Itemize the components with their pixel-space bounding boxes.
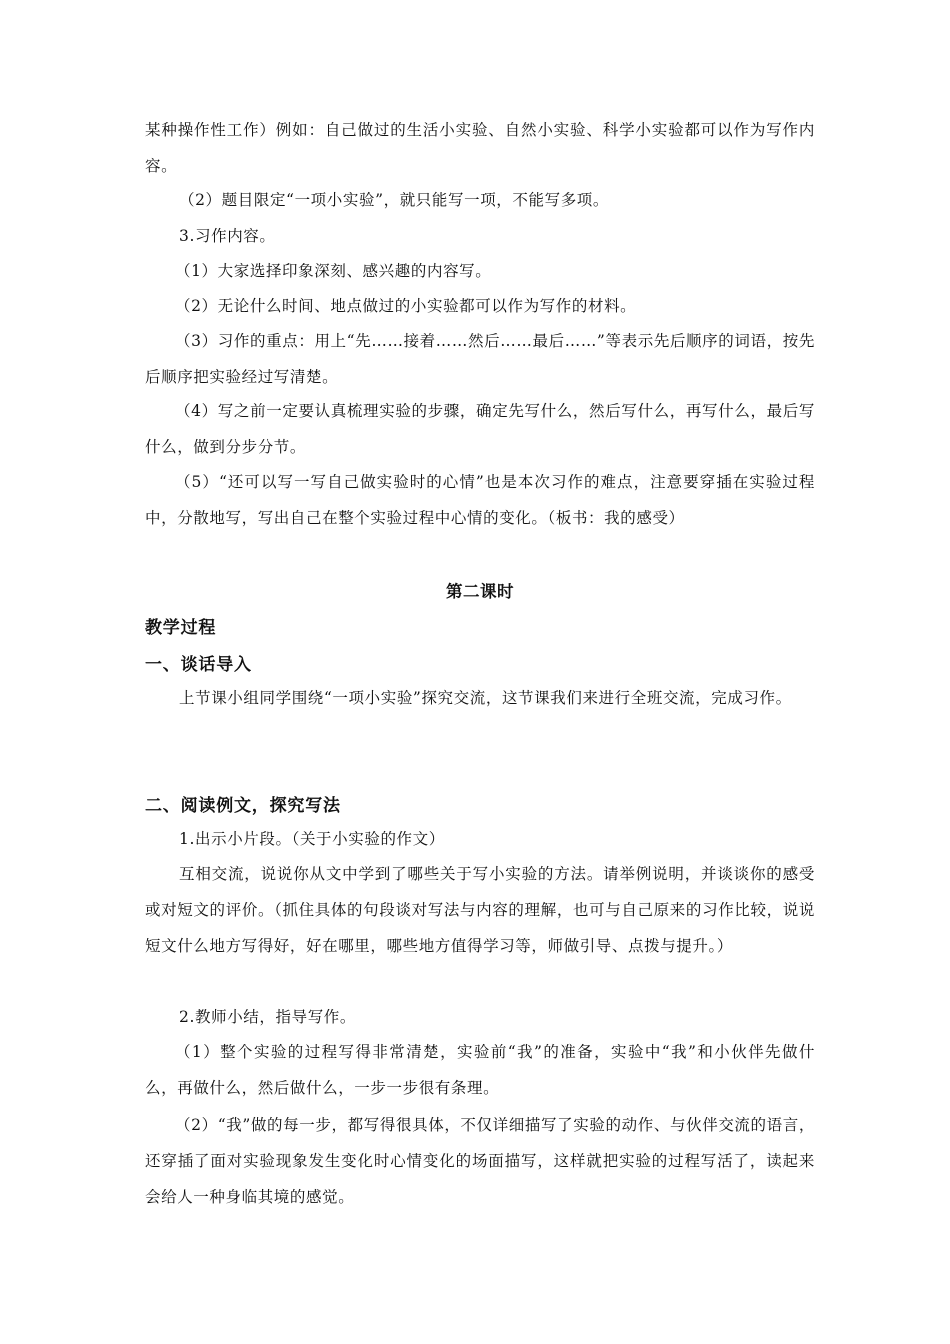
section2-item-1: 1.出示小片段。（关于小实验的作文） — [179, 830, 445, 848]
section2-heading: 二、阅读例文，探究写法 — [145, 796, 341, 816]
section2-summary-2: （2）“我”做的每一步，都写得很具体，不仅详细描写了实验的动作、与伙伴交流的语言，还穿插了面对实验现象发生变化时心情变化的场面描写，这样就把实验的过程写活了，读起来会给人一种身临其境的感觉。 — [145, 1116, 815, 1206]
paragraph-content-4: （4）写之前一定要认真梳理实验的步骤，确定先写什么，然后写什么，再写什么，最后写什么，做到分步分节。 — [145, 402, 815, 456]
lesson-title: 第二课时 — [446, 582, 514, 601]
paragraph-content-2: （2）无论什么时间、地点做过的小实验都可以作为写作的材料。 — [175, 297, 637, 315]
section2-summary-1: （1）整个实验的过程写得非常清楚，实验前“我”的准备，实验中“我”和小伙伴先做什么，再做什么，然后做什么，一步一步很有条理。 — [145, 1043, 815, 1097]
paragraph-intro: 某种操作性工作）例如：自己做过的生活小实验、自然小实验、科学小实验都可以作为写作内容。 — [145, 121, 815, 175]
paragraph-content-5: （5）“还可以写一写自己做实验时的心情”也是本次习作的难点，注意要穿插在实验过程中，分散地写，写出自己在整个实验过程中心情的变化。（板书：我的感受） — [145, 473, 815, 527]
section2-item-2: 2.教师小结，指导写作。 — [179, 1008, 356, 1026]
section2-discussion: 互相交流，说说你从文中学到了哪些关于写小实验的方法。请举例说明，并谈谈你的感受或对短文的评价。（抓住具体的句段谈对写法与内容的理解，也可与自己原来的习作比较，说说短文什么地方写得好，好在哪里，哪些地方值得学习等，师做引导、点拨与提升。） — [145, 865, 815, 955]
paragraph-topic-limit: （2）题目限定“一项小实验”，就只能写一项，不能写多项。 — [179, 191, 610, 209]
paragraph-content-1: （1）大家选择印象深刻、感兴趣的内容写。 — [175, 262, 492, 280]
section1-heading: 一、谈话导入 — [145, 655, 252, 675]
paragraph-content-3: （3）习作的重点：用上“先……接着……然后……最后……”等表示先后顺序的词语，按先后顺序把实验经过写清楚。 — [145, 332, 815, 386]
paragraph-content-heading: 3.习作内容。 — [179, 227, 276, 245]
section1-paragraph: 上节课小组同学围绕“一项小实验”探究交流，这节课我们来进行全班交流，完成习作。 — [179, 689, 792, 707]
process-heading: 教学过程 — [145, 618, 217, 638]
